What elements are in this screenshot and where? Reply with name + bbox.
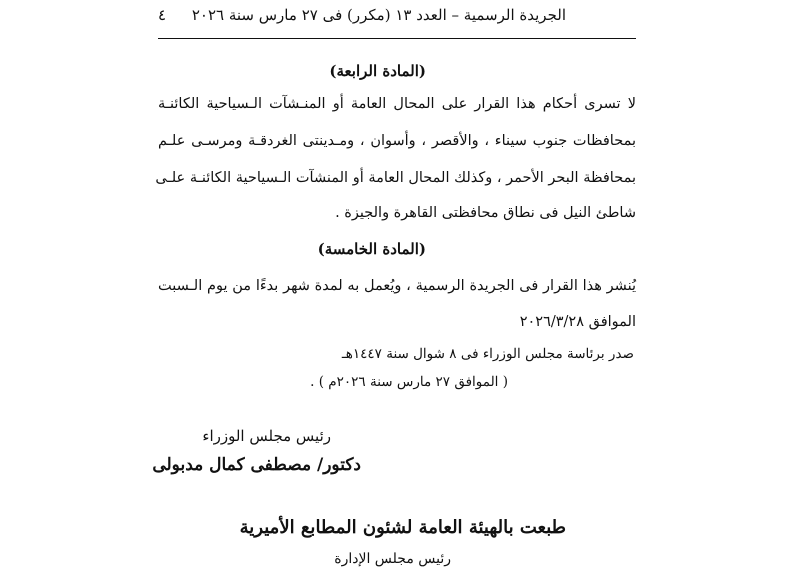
page-number: ٤ <box>158 6 167 24</box>
gazette-header-title: الجريدة الرسمية – العدد ١٣ (مكرر) فى ٢٧ مارس سنة ٢٠٢٦ <box>191 6 566 24</box>
header-divider <box>158 38 636 39</box>
board-chairman-title: رئيس مجلس الإدارة <box>334 551 451 567</box>
article-4-line-3: بمحافظة البحر الأحمر ، وكذلك المحال العامة أو المنشآت الـسياحية الكائنـة علـى <box>155 170 636 186</box>
article-4-line-2: بمحافظات جنوب سيناء ، والأقصر ، وأسوان ، ومـدينتى الغردقـة ومرسـى علـم <box>158 133 636 149</box>
signatory-name: دكتور/ مصطفى كمال مدبولى <box>152 455 361 475</box>
article-4-heading: (المادة الرابعة) <box>329 62 426 80</box>
article-5-heading: (المادة الخامسة) <box>317 240 426 258</box>
article-4-line-4: شاطئ النيل فى نطاق محافظتى القاهرة والجيزة . <box>335 205 636 221</box>
article-5-line-1: يُنشر هذا القرار فى الجريدة الرسمية ، ويُعمل به لمدة شهر بدءًا من يوم الـسبت <box>158 278 636 294</box>
issuance-date-hijri: صدر برئاسة مجلس الوزراء فى ٨ شوال سنة ١٤٤٧هـ <box>341 346 634 362</box>
article-4-line-1: لا تسرى أحكام هذا القرار على المحال العامة أو المنـشآت الـسياحية الكائنـة <box>158 96 636 112</box>
printer-imprint: طبعت بالهيئة العامة لشئون المطابع الأميرية <box>239 517 566 538</box>
article-5-line-2: الموافق ٢٠٢٦/٣/٢٨ <box>519 314 636 330</box>
issuance-date-gregorian: ( الموافق ٢٧ مارس سنة ٢٠٢٦م ) . <box>310 374 508 390</box>
signatory-title: رئيس مجلس الوزراء <box>202 427 331 445</box>
